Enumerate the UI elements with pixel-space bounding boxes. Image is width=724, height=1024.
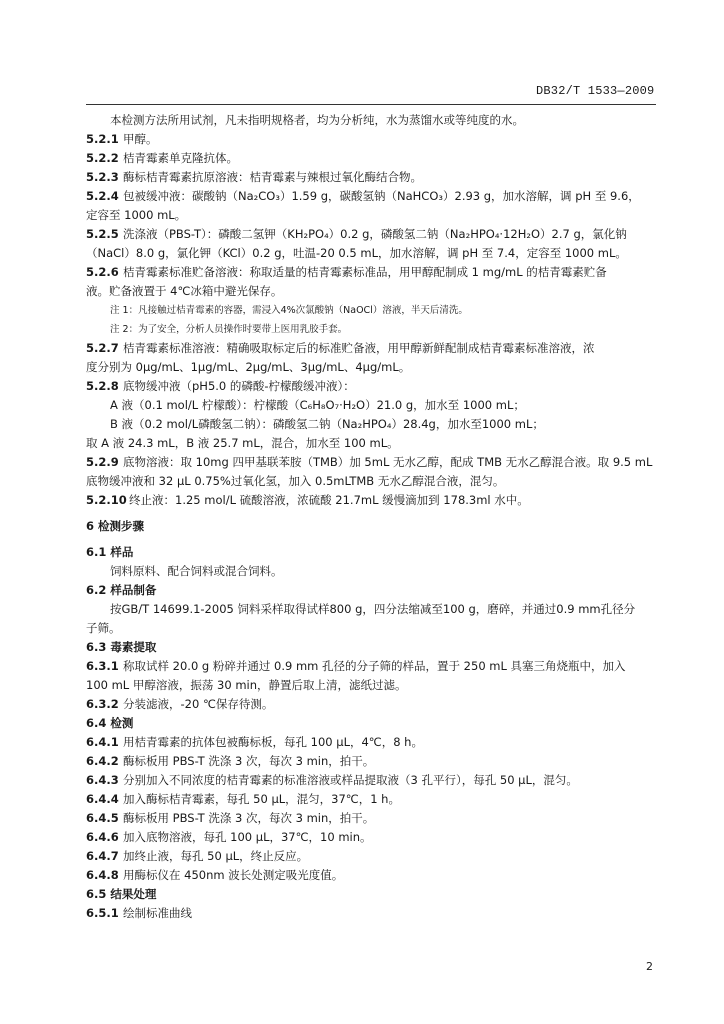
clause-5-2-8	[86, 377, 658, 396]
clause-number: 5.2.2	[86, 151, 119, 165]
solution-a-line: A 液（0.1 mol/L 柠檬酸）：柠檬酸（C₆H₈O₇·H₂O）21.0 g，加水至 1000 mL；	[110, 398, 525, 412]
section-heading-6-1: 6.1 样品	[86, 545, 134, 559]
clause-5-2-2	[86, 149, 658, 168]
note-2: 注 2：为了安全，分析人员操作时要带上医用乳胶手套。	[110, 324, 348, 335]
clause-number: 5.2.6	[86, 265, 119, 279]
clause-number: 5.2.7	[86, 341, 119, 355]
clause-5-2-4	[86, 187, 658, 206]
clause-text: 桔青霉素标准贮备溶液：称取适量的桔青霉素标准品，用甲醇配制成 1 mg/mL 的桔青霉素贮备	[123, 265, 607, 279]
clause-5-2-6	[86, 263, 658, 282]
clause-text: 加入底物溶液，每孔 100 μL，37℃，10 min。	[123, 830, 372, 844]
clause-number: 5.2.9	[86, 455, 119, 469]
clause-text: 用酶标仪在 450nm 波长处测定吸光度值。	[123, 868, 344, 882]
clause-text: 包被缓冲液：碳酸钠（Na₂CO₃）1.59 g，碳酸氢钠（NaHCO₃）2.93 g，加水溶解，调 pH 至 9.6，	[123, 189, 640, 203]
clause-5-2-5	[86, 225, 658, 244]
clause-text: 酶标桔青霉素抗原溶液：桔青霉素与辣根过氧化酶结合物。	[123, 170, 422, 184]
clause-5-2-6-continued: 液。贮备液置于 4℃冰箱中避光保存。	[86, 284, 283, 298]
clause-5-2-4-continued: 定容至 1000 mL。	[86, 208, 187, 222]
clause-text: 称取试样 20.0 g 粉碎并通过 0.9 mm 孔径的分子筛的样品，置于 250 mL 具塞三角烧瓶中，加入	[123, 659, 626, 673]
header-divider	[86, 104, 656, 105]
clause-6-5-1	[86, 904, 658, 923]
clause-text: 洗涤液（PBS-T）：磷酸二氢钾（KH₂PO₄）0.2 g，磷酸氢二钠（Na₂HPO₄·12H₂O）2.7 g，氯化钠	[123, 227, 627, 241]
section-heading-6-3: 6.3 毒素提取	[86, 640, 157, 654]
clause-6-4-1	[86, 733, 658, 752]
clause-text: 绘制标准曲线	[123, 906, 192, 920]
clause-text: 酶标板用 PBS-T 洗涤 3 次，每次 3 min，拍干。	[123, 811, 375, 825]
clause-6-4-4	[86, 790, 658, 809]
section-heading-6: 6 检测步骤	[86, 519, 145, 533]
clause-6-3-2	[86, 695, 658, 714]
clause-number: 6.4.5	[86, 811, 119, 825]
document-code-header: DB32/T 1533—2009	[536, 84, 655, 98]
clause-5-2-7-continued: 度分别为 0μg/mL、1μg/mL、2μg/mL、3μg/mL、4μg/mL。	[86, 360, 411, 374]
clause-6-4-2	[86, 752, 658, 771]
clause-text: 分装滤液，-20 ℃保存待测。	[123, 697, 274, 711]
clause-6-4-5	[86, 809, 658, 828]
spacer	[86, 510, 658, 517]
solution-b-line: B 液（0.2 mol/L磷酸氢二钠）：磷酸氢二钠（Na₂HPO₄）28.4g，加水至1000 mL；	[110, 417, 544, 431]
note-1: 注 1：凡接触过桔青霉素的容器，需浸入4%次氯酸钠（NaOCl）溶液，半天后清洗。	[110, 305, 468, 316]
clause-number: 5.2.10	[86, 493, 127, 507]
clause-text: 底物溶液：取 10mg 四甲基联苯胺（TMB）加 5mL 无水乙醇，配成 TMB 无水乙醇混合液。取 9.5 mL	[123, 455, 653, 469]
clause-number: 5.2.3	[86, 170, 119, 184]
clause-6-4-8	[86, 866, 658, 885]
clause-number: 6.3.2	[86, 697, 119, 711]
clause-5-2-7	[86, 339, 658, 358]
clause-number: 6.5.1	[86, 906, 119, 920]
section-heading-6-2: 6.2 样品制备	[86, 583, 157, 597]
clause-5-2-3	[86, 168, 658, 187]
clause-number: 5.2.8	[86, 379, 119, 393]
clause-text: 桔青霉素单克隆抗体。	[123, 151, 238, 165]
paragraph-reagents-intro: 本检测方法所用试剂，凡未指明规格者，均为分析纯，水为蒸馏水或等纯度的水。	[110, 113, 524, 127]
clause-number: 6.4.2	[86, 754, 119, 768]
clause-text: 加终止液，每孔 50 μL，终止反应。	[123, 849, 309, 863]
clause-number: 5.2.5	[86, 227, 119, 241]
clause-text: 加入酶标桔青霉素，每孔 50 μL，混匀，37℃，1 h。	[123, 792, 400, 806]
clause-5-2-9-continued: 底物缓冲液和 32 μL 0.75%过氧化氢，加入 0.5mLTMB 无水乙醇混合液，混匀。	[86, 474, 505, 488]
clause-6-3-1	[86, 657, 658, 676]
section-heading-6-5: 6.5 结果处理	[86, 887, 157, 901]
clause-number: 6.4.8	[86, 868, 119, 882]
clause-5-2-10	[86, 491, 658, 510]
clause-6-4-6	[86, 828, 658, 847]
clause-number: 6.3.1	[86, 659, 119, 673]
clause-text: 酶标板用 PBS-T 洗涤 3 次，每次 3 min，拍干。	[123, 754, 375, 768]
clause-5-2-9	[86, 453, 658, 472]
mixing-line: 取 A 液 24.3 mL，B 液 25.7 mL，混合，加水至 100 mL。	[86, 436, 399, 450]
paragraph-6-2-continued: 子筛。	[86, 621, 121, 635]
clause-number: 6.4.3	[86, 773, 119, 787]
clause-text: 甲醇。	[123, 132, 158, 146]
clause-text: 桔青霉素标准溶液：精确吸取标定后的标准贮备液，用甲醇新鲜配制成桔青霉素标准溶液，浓	[123, 341, 595, 355]
spacer	[86, 536, 658, 543]
paragraph-6-1: 饲料原料、配合饲料或混合饲料。	[110, 564, 283, 578]
clause-number: 6.4.4	[86, 792, 119, 806]
clause-number: 6.4.7	[86, 849, 119, 863]
clause-6-3-1-continued: 100 mL 甲醇溶液，振荡 30 min，静置后取上清，滤纸过滤。	[86, 678, 407, 692]
clause-text: 用桔青霉素的抗体包被酶标板，每孔 100 μL，4℃，8 h。	[123, 735, 423, 749]
paragraph-6-2: 按GB/T 14699.1-2005 饲料采样取得试样800 g，四分法缩减至100 g，磨碎，并通过0.9 mm孔径分	[110, 602, 636, 616]
document-body	[86, 111, 658, 923]
page-number: 2	[646, 960, 653, 973]
clause-text: 终止液：1.25 mol/L 硫酸溶液，浓硫酸 21.7mL 缓慢滴加到 178.3ml 水中。	[129, 493, 529, 507]
clause-6-4-3	[86, 771, 658, 790]
clause-number: 5.2.1	[86, 132, 119, 146]
clause-number: 5.2.4	[86, 189, 119, 203]
clause-number: 6.4.1	[86, 735, 119, 749]
clause-text: 底物缓冲液（pH5.0 的磷酸-柠檬酸缓冲液）：	[123, 379, 355, 393]
clause-5-2-1	[86, 130, 658, 149]
section-heading-6-4: 6.4 检测	[86, 716, 134, 730]
clause-5-2-5-continued: （NaCl）8.0 g，氯化钾（KCl）0.2 g，吐温-20 0.5 mL，加水溶解，调 pH 至 7.4，定容至 1000 mL。	[86, 246, 627, 260]
clause-text: 分别加入不同浓度的桔青霉素的标准溶液或样品提取液（3 孔平行），每孔 50 μL，混匀。	[123, 773, 578, 787]
clause-number: 6.4.6	[86, 830, 119, 844]
clause-6-4-7	[86, 847, 658, 866]
